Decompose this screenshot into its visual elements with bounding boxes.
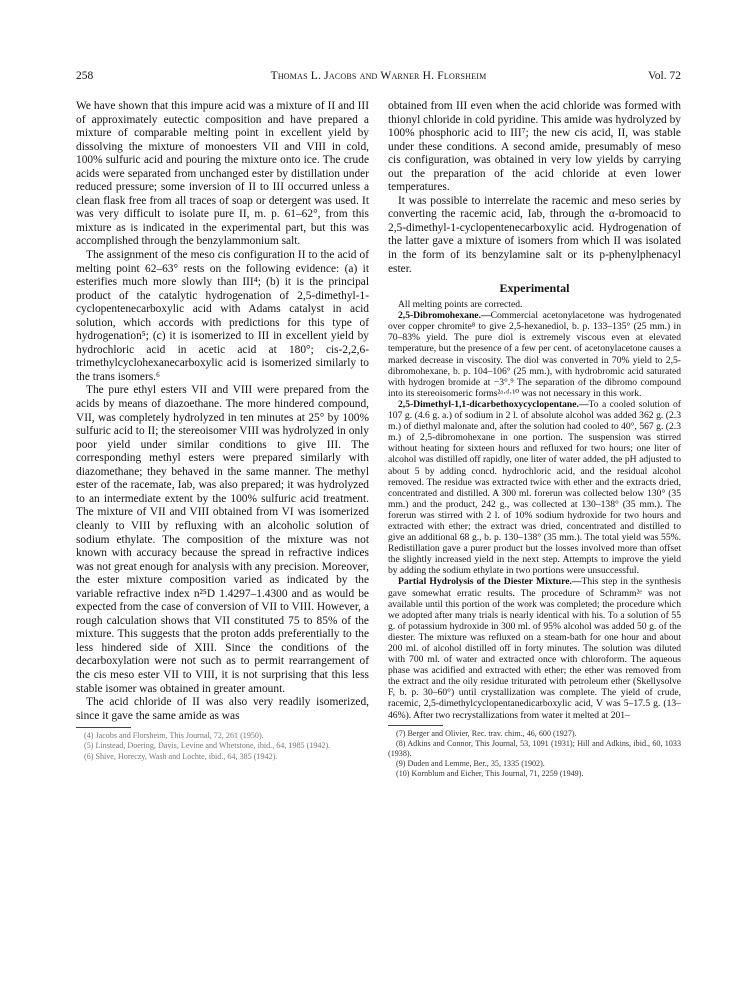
paragraph-lead: Partial Hydrolysis of the Diester Mixture.— xyxy=(398,576,582,588)
paragraph-lead: 2,5-Dibromohexane.— xyxy=(398,310,491,322)
footnote: (8) Adkins and Connor, This Journal, 53, 1091 (1931); Hill and Adkins, ibid., 60, 1033 (1938). xyxy=(388,738,681,759)
page-number: 258 xyxy=(76,70,94,82)
running-header xyxy=(76,68,681,84)
running-head-authors: Thomas L. Jacobs and Warner H. Florsheim xyxy=(270,70,487,82)
footnote: (7) Berger and Olivier, Rec. trav. chim., 46, 600 (1927). xyxy=(396,728,577,738)
footnote: (6) Shive, Horeczy, Wash and Lochte, ibid., 64, 385 (1942). xyxy=(84,751,278,761)
body-paragraph: The pure ethyl esters VII and VIII were prepared from the acids by means of diazoethane. The more hindered compound, VII, was completely hydrolyzed in ten minutes at 25° by 100% sulfuric acid to II; the stereoisomer VIII was hydrolyzed in only poor yield under similar conditions to give III. The corresponding methyl esters were prepared similarly with diazomethane; they behaved in the same manner. The methyl ester of the racemate, Iab, was also prepared; it was hydrolyzed to an intermediate extent by the 100% sulfuric acid treatment. The mixture of VII and VIII obtained from VI was isomerized cleanly to VIII by refluxing with an alcoholic solution of sodium ethylate. The composition of the mixture was not known with accuracy because the spread in refractive indices was not great enough for analysis with any precision. Moreover, the ester mixture composition varied as indicated by the variable refractive index n²⁵D 1.4297–1.4300 and as would be expected from the case of conversion of VII to VIII. However, a rough calculation shows that VII constituted 75 to 85% of the mixture. This suggests that the proton adds preferentially to the less hindered side of XIII. Since the conditions of the decarboxylation were not such as to permit rearrangement of the cis meso ester VII to VIII, it is not surprising that this less stable isomer was obtained in greater amount. xyxy=(76,384,369,695)
left-column xyxy=(76,100,369,992)
footnote-rule xyxy=(388,725,443,726)
body-paragraph: The assignment of the meso cis configuration II to the acid of melting point 62–63° rests on the following evidence: (a) it esterifies much more slowly than III⁴; (b) it is the principal product of the catalytic hydrogenation of 2,5-dimethyl-1-cyclopentenecarboxylic acid with Adams catalyst in acid solution, which accords with predictions for this type of hydrogenation⁵; (c) it is isomerized to III in excellent yield by hydrochloric acid in acetic acid at 180°; cis-2,2,6-trimethylcyclohexanecarboxylic acid is isomerized similarly to the trans isomers.⁶ xyxy=(76,249,369,383)
body-paragraph: It was possible to interrelate the racemic and meso series by converting the racemic acid, Iab, through the α-bromoacid to 2,5-dimethyl-1-cyclopentenecarboxylic acid. Hydrogenation of the latter gave a mixture of isomers from which II was isolated in the form of its benzylamine salt or its p-phenylphenacyl ester. xyxy=(388,194,681,275)
footnote: (5) Linstead, Doering, Davis, Levine and Whetstone, ibid., 64, 1985 (1942). xyxy=(84,741,331,751)
experimental-paragraph: Partial Hydrolysis of the Diester Mixture.—This step in the synthesis gave somewhat erratic results. The procedure of Schramm²ᵉ was not available until this portion of the work was completed; the procedure which we adopted after many trials is nearly identical with his. To a solution of 55 g. of potassium hydroxide in 300 ml. of 95% alcohol was added 50 g. of the diester. The mixture was refluxed on a steam-bath for one hour and about 200 ml. of alcohol distilled off in forty minutes. The solution was diluted with 700 ml. of water and extracted once with chloroform. The aqueous phase was acidified and extracted with ether; the ether was removed from the extract and the oily residue triturated with petroleum ether (Skellysolve F, b. p. 30–60°) until crystallization was complete. The yield of crude, racemic, 2,5-dimethylcyclopentanedicarboxylic acid, V was 5–17.5 g. (13–46%). After two recrystallizations from water it melted at 201– xyxy=(388,576,681,721)
body-paragraph: We have shown that this impure acid was a mixture of II and III of approximately eutectic composition and have prepared a mixture of comparable melting point in excellent yield by dissolving the mixture of monoesters VII and VIII in cold, 100% sulfuric acid and pouring the mixture onto ice. The crude acids were separated from unchanged ester by distillation under reduced pressure; some inversion of II to III occurred unless a clean flask free from all traces of soap or detergent was used. It was very difficult to isolate pure II, m. p. 61–62°, from this mixture as is indicated in the experimental part, but this was accomplished through the benzylammonium salt. xyxy=(76,100,369,248)
body-paragraph: obtained from III even when the acid chloride was formed with thionyl chloride in cold pyridine. This amide was hydrolyzed by 100% phosphoric acid to III⁷; the new cis acid, II, was stable under these conditions. A second amide, presumably of meso cis configuration, was obtained in very low yields by carrying out the preparation of the acid chloride at even lower temperatures. xyxy=(388,100,681,194)
footnote-rule xyxy=(76,727,131,728)
experimental-paragraph: 2,5-Dibromohexane.—Commercial acetonylacetone was hydrogenated over copper chromite⁸ to give 2,5-hexanediol, b. p. 133–135° (25 mm.) in 70–83% yield. The pure diol is extremely viscous even at elevated temperature, but the presence of a few per cent. of acetonylacetone causes a marked decrease in viscosity. The diol was converted in 70% yield to 2,5-dibromohexane, b. p. 104–106° (25 mm.), with hydrobromic acid saturated with hydrogen bromide at −3°.⁹ The separation of the dibromo compound into its stereoisomeric forms²ᵃ·ᵈ·¹⁰ was not necessary in this work. xyxy=(388,310,681,399)
paragraph-lead: 2,5-Dimethyl-1,1-dicarbethoxycyclopentane.— xyxy=(398,398,589,410)
footnote: (10) Kornblum and Eicher, This Journal, 71, 2259 (1949). xyxy=(396,769,584,779)
volume-label: Vol. 72 xyxy=(647,70,681,82)
experimental-section xyxy=(388,299,681,721)
right-column xyxy=(388,100,681,992)
experimental-paragraph: All melting points are corrected. xyxy=(398,299,523,311)
footnote: (4) Jacobs and Florsheim, This Journal, 72, 261 (1950). xyxy=(84,731,264,741)
footnotes xyxy=(388,729,681,780)
experimental-paragraph: 2,5-Dimethyl-1,1-dicarbethoxycyclopentane.—To a cooled solution of 107 g. (4.6 g. a.) of sodium in 2 l. of absolute alcohol was added 362 g. (2.3 m.) of diethyl malonate and, after the solution had cooled to 40°, 567 g. (2.3 m.) of 2,5-dibromohexane in one portion. The suspension was stirred without heating for sixteen hours and refluxed for two hours; one liter of alcohol was distilled off rapidly, one liter of water added, the pH adjusted to about 5 by adding concd. hydrochloric acid, and the residual alcohol removed. The residue was extracted twice with ether and the extracts dried, concentrated and distilled. A 300 ml. forerun was collected below 130° (35 mm.) and the product, 242 g., was collected at 130–138° (35 mm.). The forerun was stirred with 2 l. of 10% sodium hydroxide for two hours and extracted with ether; the extract was dried, concentrated and distilled to give an additional 68 g., b. p. 130–138° (35 mm.). The total yield was 55%. Redistillation gave a purer product but the losses involved more than offset the slightly increased yield in the next step. Attempts to improve the yield by adding the sodium ethylate in two portions were unsuccessful. xyxy=(388,398,681,577)
body-paragraph: The acid chloride of II was also very readily isomerized, since it gave the same amide as was xyxy=(76,696,369,722)
footnote: (9) Duden and Lemme, Ber., 35, 1335 (1902). xyxy=(396,759,545,769)
section-heading: Experimental xyxy=(499,281,570,296)
footnotes xyxy=(76,731,369,762)
